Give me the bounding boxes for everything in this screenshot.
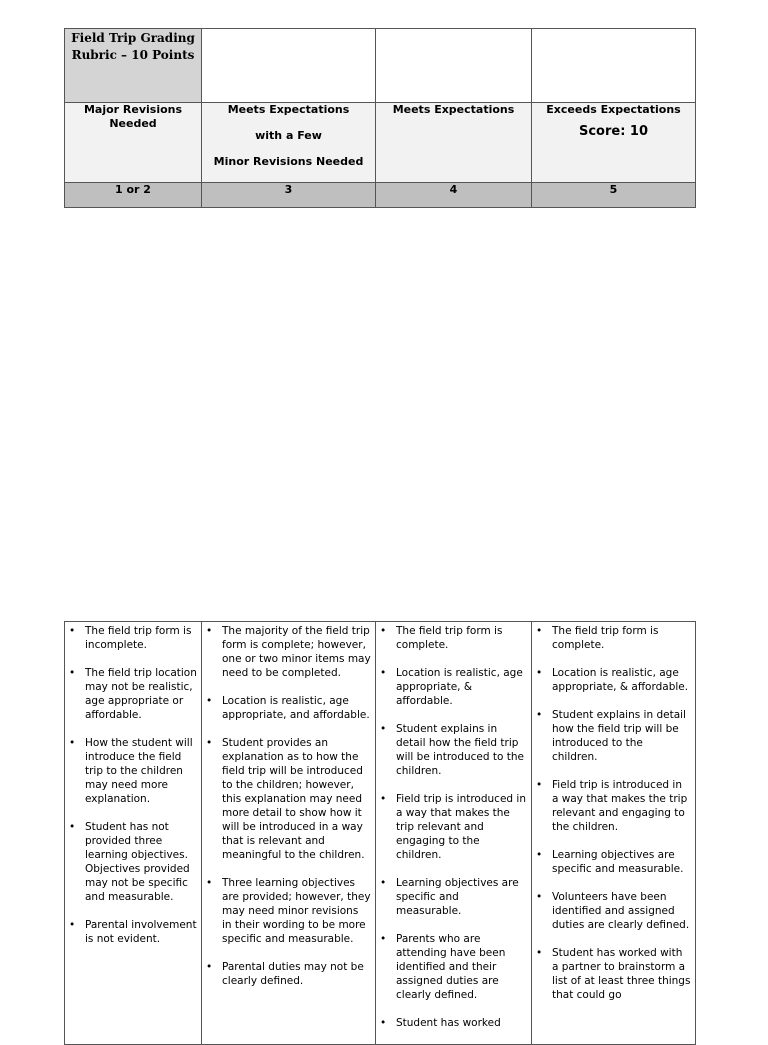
criteria-cell-meets — [376, 622, 532, 1045]
level-label: Meets Expectations — [392, 103, 515, 116]
criteria-item: • Field trip is introduced in a way that makes the trip relevant and engaging to the children. — [396, 792, 527, 862]
criteria-item: • Location is realistic, age appropriate, and affordable. — [222, 694, 371, 722]
criteria-list — [204, 624, 371, 988]
criteria-item: • The majority of the field trip form is complete; however, one or two minor items may need to be completed. — [222, 624, 371, 680]
criteria-item: • Student provides an explanation as to how the field trip will be introduced to the children; however, this explanation may need more detail to show how it will be introduced in a way that is relevant and meaningful to the children. — [222, 736, 371, 862]
total-score: Score: 10 — [578, 124, 649, 139]
title-row — [65, 29, 696, 103]
criteria-item: • The field trip form is complete. — [396, 624, 527, 652]
score-cell: 4 — [376, 183, 532, 208]
criteria-item: • The field trip form is complete. — [552, 624, 691, 652]
level-exceeds — [532, 103, 696, 183]
criteria-list — [67, 624, 197, 946]
score-row — [65, 183, 696, 208]
score-cell: 1 or 2 — [65, 183, 202, 208]
level-label: Minor Revisions Needed — [213, 155, 364, 168]
criteria-item: • The field trip location may not be realistic, age appropriate or affordable. — [85, 666, 197, 722]
criteria-item: • Parents who are attending have been identified and their assigned duties are clearly defined. — [396, 932, 527, 1002]
criteria-item: • The field trip form is incomplete. — [85, 624, 197, 652]
rubric-criteria-table — [64, 621, 696, 1045]
rubric-title: Field Trip Grading Rubric – 10 Points — [65, 29, 202, 103]
score-cell: 5 — [532, 183, 696, 208]
criteria-item: • Field trip is introduced in a way that makes the trip relevant and engaging to the children. — [552, 778, 691, 834]
level-label: Exceeds Expectations — [546, 103, 681, 116]
criteria-cell-major-revisions — [65, 622, 202, 1045]
criteria-item: • Student has worked with a partner to brainstorm a list of at least three things that could go — [552, 946, 691, 1002]
criteria-item: • Three learning objectives are provided; however, they may need minor revisions in their wording to be more specific and measurable. — [222, 876, 371, 946]
criteria-list — [378, 624, 527, 1030]
empty-cell — [202, 29, 376, 103]
level-label: Major Revisions Needed — [83, 103, 183, 130]
criteria-item: • Student explains in detail how the field trip will be introduced to the children. — [552, 708, 691, 764]
criteria-item: • Student has not provided three learning objectives. Objectives provided may not be specific and measurable. — [85, 820, 197, 904]
level-meets — [376, 103, 532, 183]
criteria-list — [534, 624, 691, 1002]
empty-cell — [532, 29, 696, 103]
empty-cell — [376, 29, 532, 103]
criteria-item: • Parental involvement is not evident. — [85, 918, 197, 946]
criteria-row — [65, 622, 696, 1045]
criteria-item: • How the student will introduce the field trip to the children may need more explanation. — [85, 736, 197, 806]
criteria-item: • Learning objectives are specific and measurable. — [552, 848, 691, 876]
criteria-item: • Learning objectives are specific and measurable. — [396, 876, 527, 918]
level-major-revisions — [65, 103, 202, 183]
rubric-header-table — [64, 28, 696, 208]
score-cell: 3 — [202, 183, 376, 208]
level-label: Meets Expectations — [227, 103, 350, 116]
criteria-cell-exceeds — [532, 622, 696, 1045]
criteria-item: • Parental duties may not be clearly defined. — [222, 960, 371, 988]
criteria-item: • Location is realistic, age appropriate, & affordable. — [396, 666, 527, 708]
level-row — [65, 103, 696, 183]
criteria-item: • Volunteers have been identified and assigned duties are clearly defined. — [552, 890, 691, 932]
level-label: with a Few — [255, 129, 322, 142]
criteria-item: • Location is realistic, age appropriate, & affordable. — [552, 666, 691, 694]
criteria-item: • Student has worked — [396, 1016, 527, 1030]
criteria-item: • Student explains in detail how the field trip will be introduced to the children. — [396, 722, 527, 778]
criteria-cell-minor-revisions — [202, 622, 376, 1045]
level-minor-revisions — [202, 103, 376, 183]
